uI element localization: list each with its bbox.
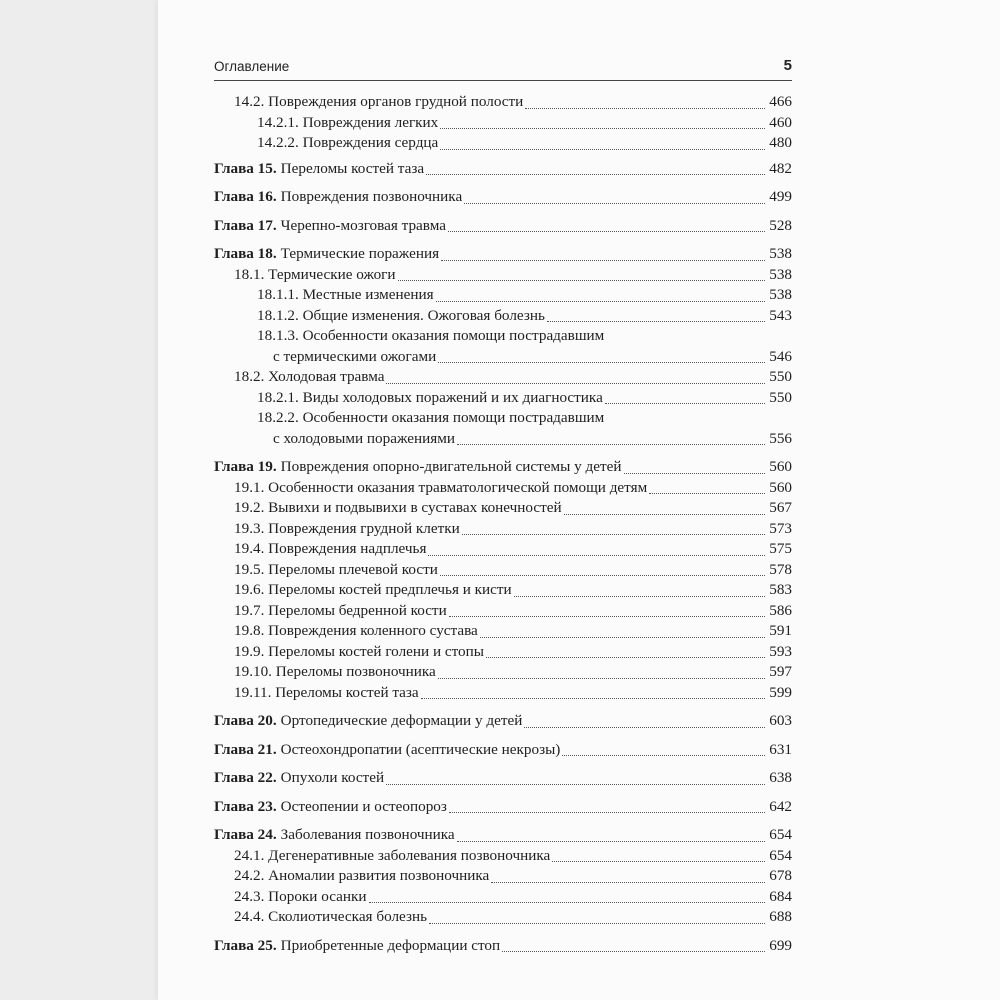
entry-title: Особенности оказания помощи пострадавшим: [302, 327, 605, 344]
dot-leader: [605, 403, 765, 404]
entry-title: Вывихи и подвывихи в суставах конечностей: [268, 499, 562, 516]
section-number: 24.4.: [234, 908, 265, 925]
toc-section-entry[interactable]: [214, 866, 792, 887]
section-number: 19.1.: [234, 478, 265, 496]
entry-page-number: 642: [769, 797, 792, 815]
entry-title: Повреждения грудной клетки: [268, 519, 460, 537]
running-head: [214, 57, 792, 79]
entry-title: Повреждения сердца: [302, 134, 439, 151]
entry-title: Термические ожоги: [268, 265, 396, 283]
dot-leader: [457, 841, 765, 842]
chapter-label: Глава 19.: [214, 458, 277, 475]
entry-title: Дегенеративные заболевания позвоночника: [268, 846, 551, 864]
entry-page-number: 591: [769, 622, 792, 639]
toc-section-entry[interactable]: [214, 388, 792, 409]
section-number: 19.7.: [234, 601, 265, 619]
toc-section-entry[interactable]: [214, 92, 792, 113]
dot-leader: [457, 444, 765, 445]
table-of-contents: [214, 92, 792, 956]
entry-page-number: 638: [769, 769, 792, 786]
entry-title: Переломы костей голени и стопы: [268, 642, 484, 660]
toc-chapter-entry[interactable]: [214, 825, 792, 846]
entry-title: Ортопедические деформации у детей: [280, 712, 523, 729]
entry-title: Переломы костей таза: [280, 159, 425, 177]
dot-leader: [564, 514, 765, 515]
section-number: 19.4.: [234, 540, 265, 557]
entry-page-number: 586: [769, 601, 792, 619]
dot-leader: [428, 555, 765, 556]
section-number: 19.10.: [234, 663, 272, 680]
section-number: 18.1.2.: [257, 306, 299, 324]
toc-section-entry[interactable]: [214, 498, 792, 519]
chapter-label: Глава 23.: [214, 797, 277, 815]
section-number: 19.11.: [234, 683, 272, 701]
entry-page-number: 578: [769, 560, 792, 578]
entry-title: Местные изменения: [302, 286, 434, 303]
entry-page-number: 597: [769, 663, 792, 680]
entry-title-continuation: с холодовыми поражениями: [273, 429, 455, 447]
entry-title: Аномалии развития позвоночника: [268, 867, 490, 884]
dot-leader: [438, 678, 765, 679]
toc-section-entry[interactable]: [214, 846, 792, 867]
entry-page-number: 654: [769, 846, 792, 864]
chapter-label: Глава 22.: [214, 769, 277, 786]
entry-page-number: 499: [769, 188, 792, 205]
dot-leader: [426, 174, 765, 175]
toc-section-entry[interactable]: [214, 907, 792, 928]
toc-section-entry[interactable]: [214, 133, 792, 154]
toc-section-entry[interactable]: [214, 265, 792, 286]
dot-leader: [649, 493, 765, 494]
dot-leader: [464, 203, 765, 204]
section-number: 18.1.3.: [257, 327, 299, 344]
toc-section-entry[interactable]: [214, 306, 792, 327]
toc-section-entry[interactable]: [214, 285, 792, 306]
entry-page-number: 528: [769, 216, 792, 234]
entry-title: Переломы плечевой кости: [268, 560, 438, 578]
dot-leader: [429, 923, 765, 924]
entry-page-number: 466: [769, 93, 792, 110]
entry-title: Остеохондропатии (асептические некрозы): [280, 740, 561, 758]
entry-page-number: 567: [769, 499, 792, 516]
entry-title: Переломы бедренной кости: [268, 601, 447, 619]
toc-section-entry[interactable]: [214, 326, 792, 347]
entry-title: Особенности оказания травматологической помощи детям: [268, 478, 648, 496]
running-head-title: Оглавление: [214, 59, 290, 74]
chapter-label: Глава 18.: [214, 245, 277, 262]
section-number: 14.2.2.: [257, 134, 299, 151]
dot-leader: [436, 301, 765, 302]
toc-entry-continuation[interactable]: [214, 347, 792, 368]
entry-page-number: 573: [769, 519, 792, 537]
dot-leader: [398, 280, 765, 281]
entry-title: Виды холодовых поражений и их диагностика: [302, 388, 603, 406]
entry-page-number: 546: [769, 347, 792, 365]
dot-leader: [514, 596, 765, 597]
dot-leader: [525, 108, 765, 109]
chapter-label: Глава 16.: [214, 188, 277, 205]
dot-leader: [369, 902, 766, 903]
dot-leader: [440, 128, 765, 129]
toc-chapter-entry[interactable]: [214, 457, 792, 478]
dot-leader: [524, 727, 765, 728]
section-number: 18.2.2.: [257, 409, 299, 426]
entry-page-number: 460: [769, 113, 792, 131]
entry-page-number: 550: [769, 368, 792, 385]
entry-page-number: 538: [769, 265, 792, 283]
section-number: 18.2.1.: [257, 388, 299, 406]
dot-leader: [440, 575, 765, 576]
dot-leader: [438, 362, 765, 363]
entry-page-number: 575: [769, 540, 792, 557]
toc-section-entry[interactable]: [214, 580, 792, 601]
dot-leader: [386, 383, 765, 384]
section-number: 19.3.: [234, 519, 265, 537]
toc-chapter-entry[interactable]: [214, 936, 792, 957]
header-rule: [214, 80, 792, 81]
dot-leader: [386, 784, 765, 785]
toc-chapter-entry[interactable]: [214, 797, 792, 818]
entry-page-number: 482: [769, 159, 792, 177]
page-number: 5: [783, 57, 792, 74]
toc-section-entry[interactable]: [214, 478, 792, 499]
toc-section-entry[interactable]: [214, 367, 792, 388]
toc-section-entry[interactable]: [214, 621, 792, 642]
section-number: 19.9.: [234, 642, 265, 660]
entry-page-number: 543: [769, 306, 792, 324]
dot-leader: [449, 616, 765, 617]
dot-leader: [486, 657, 765, 658]
section-number: 19.8.: [234, 622, 265, 639]
entry-title: Термические поражения: [280, 245, 440, 262]
entry-page-number: 684: [769, 887, 792, 905]
chapter-label: Глава 24.: [214, 826, 277, 843]
toc-chapter-entry[interactable]: [214, 159, 792, 180]
entry-page-number: 654: [769, 826, 792, 843]
dot-leader: [491, 882, 765, 883]
toc-section-entry[interactable]: [214, 113, 792, 134]
entry-page-number: 556: [769, 429, 792, 447]
entry-page-number: 593: [769, 642, 792, 660]
toc-section-entry[interactable]: [214, 887, 792, 908]
dot-leader: [448, 231, 765, 232]
entry-title: Повреждения опорно-двигательной системы у детей: [280, 458, 622, 475]
entry-page-number: 480: [769, 134, 792, 151]
section-number: 18.2.: [234, 368, 265, 385]
toc-section-entry[interactable]: [214, 683, 792, 704]
toc-section-entry[interactable]: [214, 642, 792, 663]
entry-page-number: 603: [769, 712, 792, 729]
entry-page-number: 560: [769, 478, 792, 496]
entry-title: Общие изменения. Ожоговая болезнь: [302, 306, 545, 324]
entry-page-number: 688: [769, 908, 792, 925]
entry-page-number: 560: [769, 458, 792, 475]
entry-title: Опухоли костей: [280, 769, 385, 786]
toc-chapter-entry[interactable]: [214, 768, 792, 789]
entry-title: Сколиотическая болезнь: [268, 908, 428, 925]
toc-chapter-entry[interactable]: [214, 740, 792, 761]
entry-title: Заболевания позвоночника: [280, 826, 455, 843]
entry-title: Повреждения коленного сустава: [268, 622, 478, 639]
chapter-label: Глава 25.: [214, 936, 277, 954]
chapter-label: Глава 17.: [214, 216, 277, 234]
toc-section-entry[interactable]: [214, 662, 792, 683]
section-number: 14.2.: [234, 93, 265, 110]
dot-leader: [449, 812, 765, 813]
toc-section-entry[interactable]: [214, 601, 792, 622]
entry-title: Переломы костей таза: [275, 683, 419, 701]
dot-leader: [502, 951, 765, 952]
dot-leader: [480, 637, 765, 638]
toc-section-entry[interactable]: [214, 519, 792, 540]
toc-entry-continuation[interactable]: [214, 429, 792, 450]
entry-title: Переломы позвоночника: [275, 663, 436, 680]
entry-page-number: 678: [769, 867, 792, 884]
entry-title-continuation: с термическими ожогами: [273, 347, 437, 365]
entry-page-number: 538: [769, 245, 792, 262]
entry-page-number: 538: [769, 286, 792, 303]
section-number: 24.3.: [234, 887, 265, 905]
entry-page-number: 631: [769, 740, 792, 758]
entry-title: Черепно-мозговая травма: [280, 216, 446, 234]
entry-page-number: 599: [769, 683, 792, 701]
entry-title: Холодовая травма: [268, 368, 385, 385]
section-number: 14.2.1.: [257, 113, 299, 131]
dot-leader: [562, 755, 765, 756]
chapter-label: Глава 20.: [214, 712, 277, 729]
toc-chapter-entry[interactable]: [214, 244, 792, 265]
entry-title: Повреждения позвоночника: [280, 188, 463, 205]
entry-title: Переломы костей предплечья и кисти: [268, 581, 512, 598]
section-number: 19.5.: [234, 560, 265, 578]
chapter-label: Глава 15.: [214, 159, 277, 177]
dot-leader: [462, 534, 765, 535]
section-number: 18.1.: [234, 265, 265, 283]
entry-title: Повреждения легких: [302, 113, 439, 131]
dot-leader: [624, 473, 766, 474]
entry-title: Пороки осанки: [268, 887, 367, 905]
section-number: 19.6.: [234, 581, 265, 598]
section-number: 19.2.: [234, 499, 265, 516]
dot-leader: [547, 321, 765, 322]
entry-title: Повреждения органов грудной полости: [268, 93, 524, 110]
toc-section-entry[interactable]: [214, 539, 792, 560]
chapter-label: Глава 21.: [214, 740, 277, 758]
toc-section-entry[interactable]: [214, 408, 792, 429]
dot-leader: [440, 149, 765, 150]
entry-title: Приобретенные деформации стоп: [280, 936, 501, 954]
section-number: 24.1.: [234, 846, 265, 864]
toc-section-entry[interactable]: [214, 560, 792, 581]
dot-leader: [421, 698, 765, 699]
entry-title: Остеопении и остеопороз: [280, 797, 447, 815]
entry-title: Повреждения надплечья: [268, 540, 427, 557]
section-number: 24.2.: [234, 867, 265, 884]
dot-leader: [552, 861, 765, 862]
dot-leader: [441, 260, 765, 261]
toc-chapter-entry[interactable]: [214, 216, 792, 237]
entry-page-number: 583: [769, 581, 792, 598]
entry-title: Особенности оказания помощи пострадавшим: [302, 409, 605, 426]
section-number: 18.1.1.: [257, 286, 299, 303]
entry-page-number: 550: [769, 388, 792, 406]
entry-page-number: 699: [769, 936, 792, 954]
toc-chapter-entry[interactable]: [214, 711, 792, 732]
toc-chapter-entry[interactable]: [214, 187, 792, 208]
